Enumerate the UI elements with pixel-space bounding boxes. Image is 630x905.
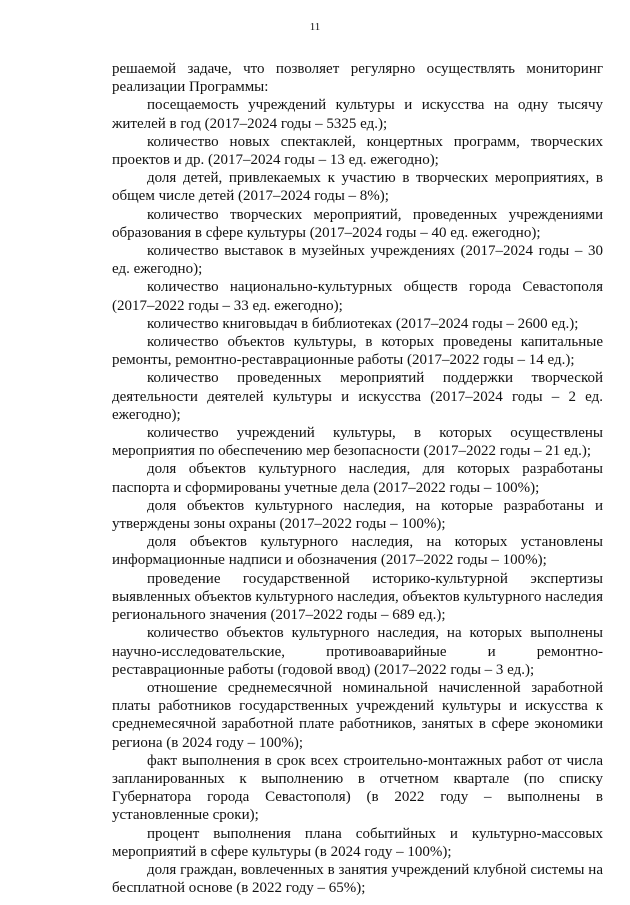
indicator-item: доля объектов культурного наследия, на которые разработаны и утверждены зоны охраны (2017–2022 годы – 100%); [112,497,603,533]
indicator-item: количество выставок в музейных учреждениях (2017–2024 годы – 30 ед. ежегодно); [112,243,603,278]
indicator-item: количество новых спектаклей, концертных программ, творческих проектов и др. (2017–2024 годы – 13 ед. ежегодно); [112,133,603,169]
page-number: 11 [309,21,321,33]
paragraph-intro: решаемой задаче, что позволяет регулярно осуществлять мониторинг реализации Программы: [112,61,603,96]
indicator-item: проведение государственной историко-культурной экспертизы выявленных объектов культурного наследия, объектов культурного наследия регионального значения (2017–2022 годы – 689 ед.); [112,570,603,624]
indicator-item: факт выполнения в срок всех строительно-монтажных работ от числа запланированных к выполнению в отчетном квартале (по списку Губернатора города Севастополя) (в 2022 году – выполнены в установленные сроки); [112,752,603,824]
indicator-item: количество объектов культурного наследия, на которых выполнены научно-исследовательские, противоаварийные и ремонтно-реставрационные работы (годовой ввод) (2017–2022 годы – 3 ед.); [112,625,603,678]
indicator-item: количество творческих мероприятий, проведенных учреждениями образования в сфере культуры (2017–2024 годы – 40 ед. ежегодно); [112,206,603,241]
indicator-item: количество объектов культуры, в которых проведены капитальные ремонты, ремонтно-реставрационные работы (2017–2022 годы – 14 ед.); [112,334,603,369]
indicator-item: количество учреждений культуры, в которых осуществлены мероприятия по обеспечению мер безопасности (2017–2022 годы – 21 ед.); [112,425,603,460]
indicator-item: доля объектов культурного наследия, для которых разработаны паспорта и сформированы учетные дела (2017–2022 годы – 100%); [112,461,603,496]
indicator-item: доля объектов культурного наследия, на которых установлены информационные надписи и обозначения (2017–2022 годы – 100%); [112,534,603,569]
indicator-item: доля граждан, вовлеченных в занятия учреждений клубной системы на бесплатной основе (в 2022 году – 65%); [112,861,603,897]
document-body [112,60,603,897]
indicator-item: отношение среднемесячной номинальной начисленной заработной платы работников государственных учреждений культуры и искусства к среднемесячной заработной плате работников, занятых в сфере экономики региона (в 2024 году – 100%); [112,679,603,751]
indicator-item: посещаемость учреждений культуры и искусства на одну тысячу жителей в год (2017–2024 годы – 5325 ед.); [112,97,603,132]
indicator-item: количество книговыдач в библиотеках (2017–2024 годы – 2600 ед.); [147,315,579,332]
indicator-item: процент выполнения плана событийных и культурно-массовых мероприятий в сфере культуры (в 2024 году – 100%); [112,825,603,860]
indicator-item: количество национально-культурных обществ города Севастополя (2017–2022 годы – 33 ед. ежегодно); [112,279,603,314]
indicator-item: доля детей, привлекаемых к участию в творческих мероприятиях, в общем числе детей (2017–2024 годы – 8%); [112,170,603,205]
indicator-item: количество проведенных мероприятий поддержки творческой деятельности деятелей культуры и искусства (2017–2024 годы – 2 ед. ежегодно); [112,370,603,423]
